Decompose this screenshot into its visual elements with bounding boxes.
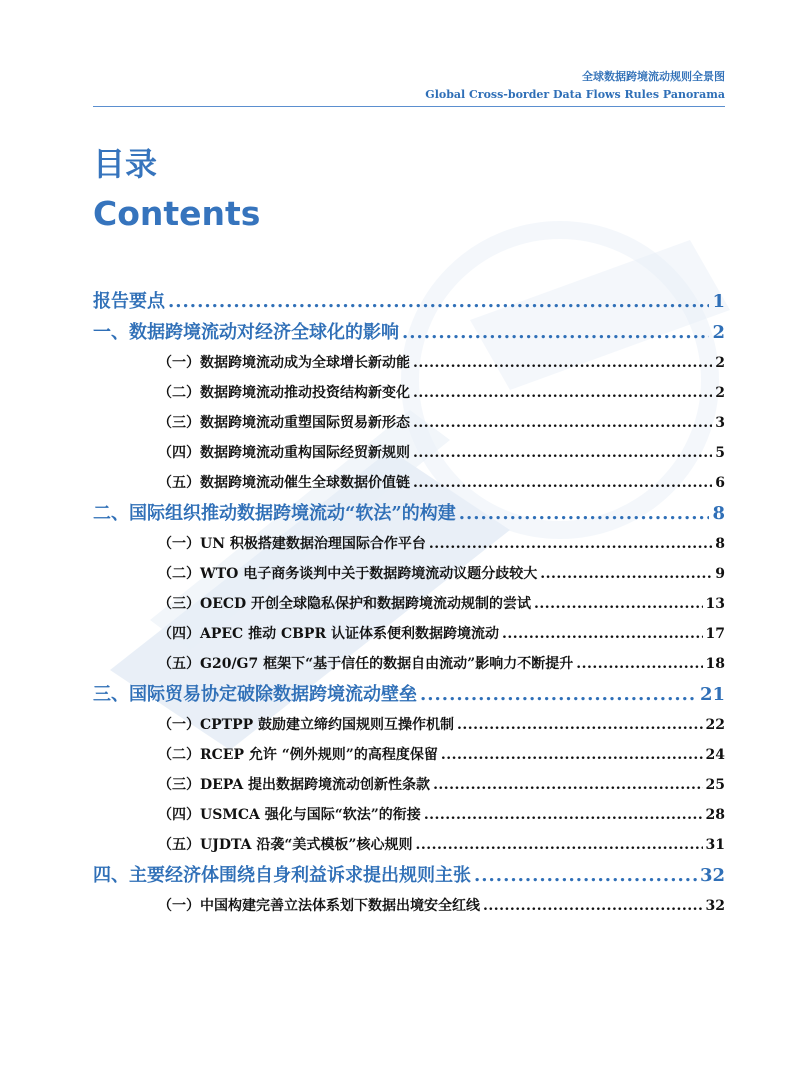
header-title-zh: 全球数据跨境流动规则全景图 xyxy=(582,70,725,83)
toc-section-entry[interactable] xyxy=(93,800,725,830)
toc-entry-page: 2 xyxy=(712,322,725,343)
dot-leader xyxy=(413,468,712,498)
toc-entry-page: 13 xyxy=(705,596,725,612)
toc-entry-page: 21 xyxy=(699,684,725,705)
toc-heading-en: Contents xyxy=(93,194,261,233)
dot-leader xyxy=(413,348,712,378)
toc-section-entry[interactable] xyxy=(93,830,725,860)
toc-entry-label: （四）APEC 推动 CBPR 认证体系便利数据跨境流动 xyxy=(158,626,499,642)
running-header xyxy=(425,68,725,104)
toc-chapter-entry[interactable] xyxy=(93,286,725,317)
toc-section-entry[interactable] xyxy=(93,649,725,679)
toc-chapter-entry[interactable] xyxy=(93,860,725,891)
toc-section-entry[interactable] xyxy=(93,438,725,468)
toc-section-entry[interactable] xyxy=(93,710,725,740)
toc-section-entry[interactable] xyxy=(93,559,725,589)
dot-leader xyxy=(459,498,710,529)
toc-entry-page: 8 xyxy=(715,536,725,552)
toc-chapter-entry[interactable] xyxy=(93,498,725,529)
dot-leader xyxy=(420,679,697,710)
toc-entry-label: 二、国际组织推动数据跨境流动“软法”的构建 xyxy=(93,503,456,524)
dot-leader xyxy=(433,770,702,800)
toc-entry-label: （一）CPTPP 鼓励建立缔约国规则互操作机制 xyxy=(158,717,455,733)
toc-entry-label: （四）数据跨境流动重构国际经贸新规则 xyxy=(158,445,410,461)
toc-section-entry[interactable] xyxy=(93,740,725,770)
toc-section-entry[interactable] xyxy=(93,589,725,619)
toc-entry-page: 3 xyxy=(715,415,725,431)
toc-entry-page: 2 xyxy=(715,385,725,401)
dot-leader xyxy=(413,408,712,438)
dot-leader xyxy=(441,740,703,770)
dot-leader xyxy=(413,378,712,408)
toc-section-entry[interactable] xyxy=(93,378,725,408)
dot-leader xyxy=(483,891,703,921)
toc-section-entry[interactable] xyxy=(93,770,725,800)
dot-leader xyxy=(457,710,703,740)
toc-chapter-entry[interactable] xyxy=(93,317,725,348)
toc-heading-zh: 目录 xyxy=(93,145,158,183)
toc-entry-label: （一）数据跨境流动成为全球增长新动能 xyxy=(158,355,410,371)
toc-entry-page: 5 xyxy=(715,445,725,461)
toc-entry-page: 22 xyxy=(705,717,725,733)
dot-leader xyxy=(168,286,709,317)
toc-section-entry[interactable] xyxy=(93,348,725,378)
toc-heading xyxy=(93,140,260,240)
header-divider xyxy=(93,106,725,107)
toc-entry-label: 一、数据跨境流动对经济全球化的影响 xyxy=(93,322,399,343)
toc-entry-label: （五）UJDTA 沿袭“美式模板”核心规则 xyxy=(158,837,413,853)
dot-leader xyxy=(424,800,703,830)
dot-leader xyxy=(429,529,712,559)
toc-entry-page: 6 xyxy=(715,475,725,491)
dot-leader xyxy=(474,860,697,891)
toc-entry-page: 18 xyxy=(705,656,725,672)
dot-leader xyxy=(576,649,702,679)
toc-chapter-entry[interactable] xyxy=(93,679,725,710)
toc-entry-page: 8 xyxy=(712,503,725,524)
toc-entry-page: 28 xyxy=(705,807,725,823)
toc-entry-page: 31 xyxy=(705,837,725,853)
toc-entry-page: 32 xyxy=(705,898,725,914)
toc-entry-label: 三、国际贸易协定破除数据跨境流动壁垒 xyxy=(93,684,417,705)
toc-entry-label: （三）DEPA 提出数据跨境流动创新性条款 xyxy=(158,777,431,793)
dot-leader xyxy=(534,589,702,619)
toc-entry-label: （五）G20/G7 框架下“基于信任的数据自由流动”影响力不断提升 xyxy=(158,656,574,672)
toc-entry-label: （一）中国构建完善立法体系划下数据出境安全红线 xyxy=(158,898,480,914)
toc-entry-page: 24 xyxy=(705,747,725,763)
toc-section-entry[interactable] xyxy=(93,619,725,649)
toc-entry-label: （一）UN 积极搭建数据治理国际合作平台 xyxy=(158,536,426,552)
toc-entry-page: 32 xyxy=(699,865,725,886)
dot-leader xyxy=(415,830,702,860)
dot-leader xyxy=(402,317,709,348)
table-of-contents xyxy=(93,286,725,921)
toc-entry-label: （三）OECD 开创全球隐私保护和数据跨境流动规制的尝试 xyxy=(158,596,532,612)
dot-leader xyxy=(413,438,712,468)
toc-section-entry[interactable] xyxy=(93,529,725,559)
dot-leader xyxy=(502,619,703,649)
toc-entry-label: 报告要点 xyxy=(93,291,165,312)
toc-entry-label: （二）RCEP 允许 “例外规则”的高程度保留 xyxy=(158,747,438,763)
toc-entry-label: （四）USMCA 强化与国际“软法”的衔接 xyxy=(158,807,421,823)
header-title-en: Global Cross-border Data Flows Rules Panorama xyxy=(425,88,725,101)
toc-section-entry[interactable] xyxy=(93,408,725,438)
toc-section-entry[interactable] xyxy=(93,891,725,921)
toc-entry-label: （五）数据跨境流动催生全球数据价值链 xyxy=(158,475,410,491)
toc-entry-label: 四、主要经济体围绕自身利益诉求提出规则主张 xyxy=(93,865,471,886)
toc-entry-page: 9 xyxy=(715,566,725,582)
toc-entry-page: 17 xyxy=(705,626,725,642)
toc-section-entry[interactable] xyxy=(93,468,725,498)
toc-entry-page: 25 xyxy=(705,777,725,793)
dot-leader xyxy=(540,559,712,589)
toc-entry-label: （三）数据跨境流动重塑国际贸易新形态 xyxy=(158,415,410,431)
toc-entry-page: 2 xyxy=(715,355,725,371)
toc-entry-label: （二）WTO 电子商务谈判中关于数据跨境流动议题分歧较大 xyxy=(158,566,538,582)
toc-entry-label: （二）数据跨境流动推动投资结构新变化 xyxy=(158,385,410,401)
toc-entry-page: 1 xyxy=(712,291,725,312)
